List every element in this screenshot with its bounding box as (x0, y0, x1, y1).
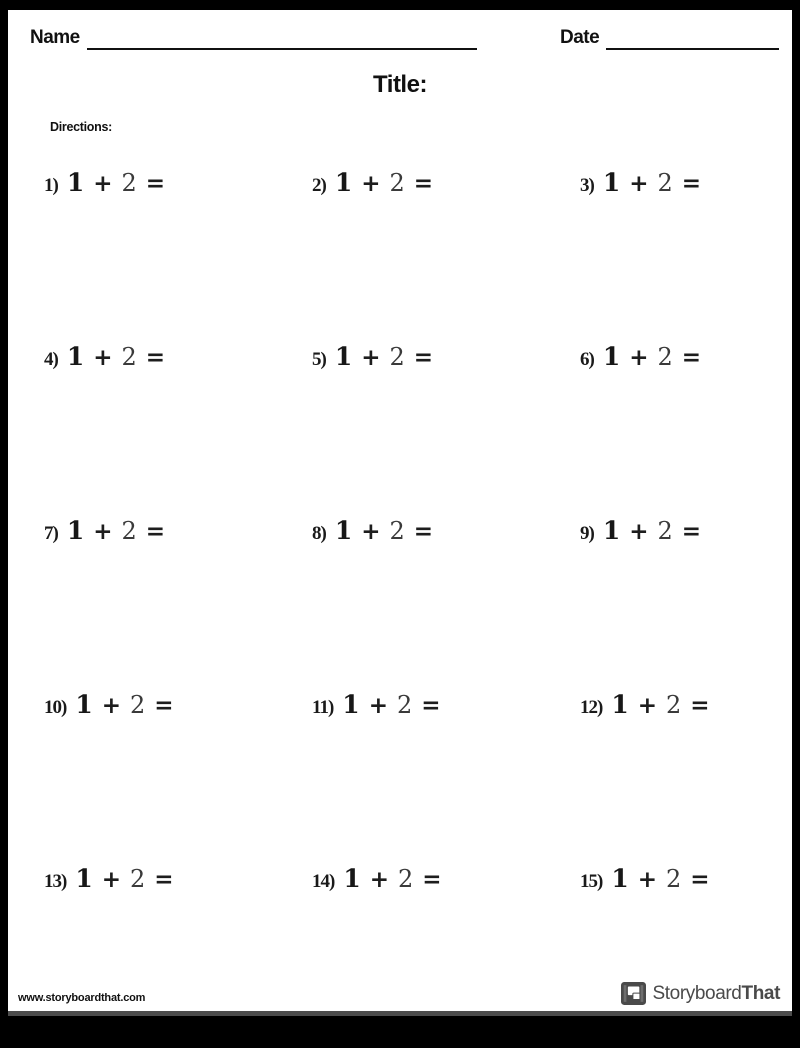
worksheet-page (8, 10, 792, 1016)
problem-operand1: 1 (343, 864, 361, 893)
problem-operator-plus: + (101, 693, 122, 719)
problem-number: 9) (580, 523, 594, 544)
storyboardthat-logo-icon (621, 981, 646, 1006)
problem-operand2: 2 (666, 865, 682, 893)
problem-operator-plus: + (629, 519, 649, 545)
problem-operand2: 2 (657, 343, 673, 371)
problem-number: 11) (312, 697, 334, 718)
problem-item (580, 516, 800, 690)
problem-number: 15) (580, 871, 603, 892)
problem-operand1: 1 (66, 516, 85, 545)
problem-equals-sign: = (690, 693, 710, 719)
problem-operator-plus: + (637, 693, 658, 719)
problem-item (312, 516, 580, 690)
problem-operand2: 2 (657, 169, 673, 197)
problem-equals-sign: = (145, 345, 166, 371)
problem-number: 14) (312, 871, 335, 892)
problem-equals-sign: = (690, 867, 710, 893)
problem-equals-sign: = (413, 519, 434, 545)
problem-operator-plus: + (369, 867, 390, 893)
problem-operand1: 1 (342, 690, 360, 719)
date-label: Date (560, 27, 600, 49)
problem-operator-plus: + (361, 519, 381, 545)
problem-operator-plus: + (629, 345, 649, 371)
problem-operand1: 1 (75, 690, 93, 719)
problem-number: 6) (580, 349, 594, 370)
problem-operator-plus: + (101, 867, 122, 893)
problem-number: 13) (44, 871, 67, 892)
problem-operand2: 2 (130, 865, 146, 893)
problem-operator-plus: + (361, 345, 381, 371)
problem-operator-plus: + (93, 345, 113, 371)
problem-equals-sign: = (145, 171, 166, 197)
problem-operand2: 2 (398, 865, 414, 893)
problem-equals-sign: = (421, 693, 441, 719)
problem-operand1: 1 (602, 342, 621, 371)
brand-wordmark-that: That (741, 982, 780, 1004)
problem-operand2: 2 (130, 691, 146, 719)
problem-operand2: 2 (657, 517, 673, 545)
problem-operator-plus: + (93, 519, 113, 545)
problem-operator-plus: + (629, 171, 649, 197)
problem-operand1: 1 (602, 516, 621, 545)
problem-operand1: 1 (334, 516, 353, 545)
problem-equals-sign: = (681, 171, 702, 197)
brand-logo (621, 981, 780, 1006)
problem-item (312, 690, 580, 864)
problem-item (44, 690, 312, 864)
problem-item (44, 516, 312, 690)
problem-equals-sign: = (681, 519, 702, 545)
problem-operand2: 2 (389, 169, 405, 197)
problem-operand2: 2 (121, 343, 137, 371)
problem-number: 5) (312, 349, 326, 370)
problem-equals-sign: = (422, 867, 442, 893)
problem-operand2: 2 (121, 517, 137, 545)
problem-item (580, 168, 800, 342)
problem-equals-sign: = (145, 519, 166, 545)
problem-operand1: 1 (611, 864, 629, 893)
problem-equals-sign: = (154, 693, 174, 719)
problem-equals-sign: = (681, 345, 702, 371)
problem-number: 3) (580, 175, 594, 196)
problem-equals-sign: = (154, 867, 174, 893)
problem-operand2: 2 (666, 691, 682, 719)
brand-wordmark (653, 983, 780, 1005)
problem-item (312, 864, 580, 1038)
problem-operand1: 1 (334, 342, 353, 371)
problem-item (44, 342, 312, 516)
problem-item (580, 342, 800, 516)
problem-item (312, 342, 580, 516)
name-label: Name (30, 27, 80, 49)
problem-number: 10) (44, 697, 67, 718)
problem-equals-sign: = (413, 171, 434, 197)
problem-number: 12) (580, 697, 603, 718)
footer-website-url: www.storyboardthat.com (18, 992, 146, 1004)
problem-operand2: 2 (389, 343, 405, 371)
name-field-row (30, 26, 477, 50)
problem-item (580, 864, 800, 1038)
date-field-row (560, 26, 779, 50)
problem-item (44, 864, 312, 1038)
problem-operator-plus: + (93, 171, 113, 197)
problem-operand1: 1 (75, 864, 93, 893)
problem-item (44, 168, 312, 342)
directions-label: Directions: (50, 120, 112, 134)
problem-number: 1) (44, 175, 58, 196)
worksheet-title: Title: (373, 71, 427, 98)
problem-operand1: 1 (66, 342, 85, 371)
problem-number: 4) (44, 349, 58, 370)
problems-grid (44, 168, 800, 1038)
problem-number: 2) (312, 175, 326, 196)
problem-item (312, 168, 580, 342)
problem-equals-sign: = (413, 345, 434, 371)
problem-operator-plus: + (637, 867, 658, 893)
problem-operand2: 2 (389, 517, 405, 545)
problem-operator-plus: + (368, 693, 388, 719)
problem-operand1: 1 (334, 168, 353, 197)
problem-operand2: 2 (396, 691, 413, 719)
date-blank-line (606, 26, 779, 50)
problem-operand1: 1 (611, 690, 629, 719)
problem-item (580, 690, 800, 864)
problem-operand2: 2 (121, 169, 137, 197)
problem-operator-plus: + (361, 171, 381, 197)
problem-number: 8) (312, 523, 326, 544)
brand-wordmark-storyboard: Storyboard (652, 982, 742, 1004)
problem-number: 7) (44, 523, 58, 544)
problem-operand1: 1 (66, 168, 85, 197)
name-blank-line (87, 26, 477, 50)
problem-operand1: 1 (602, 168, 621, 197)
